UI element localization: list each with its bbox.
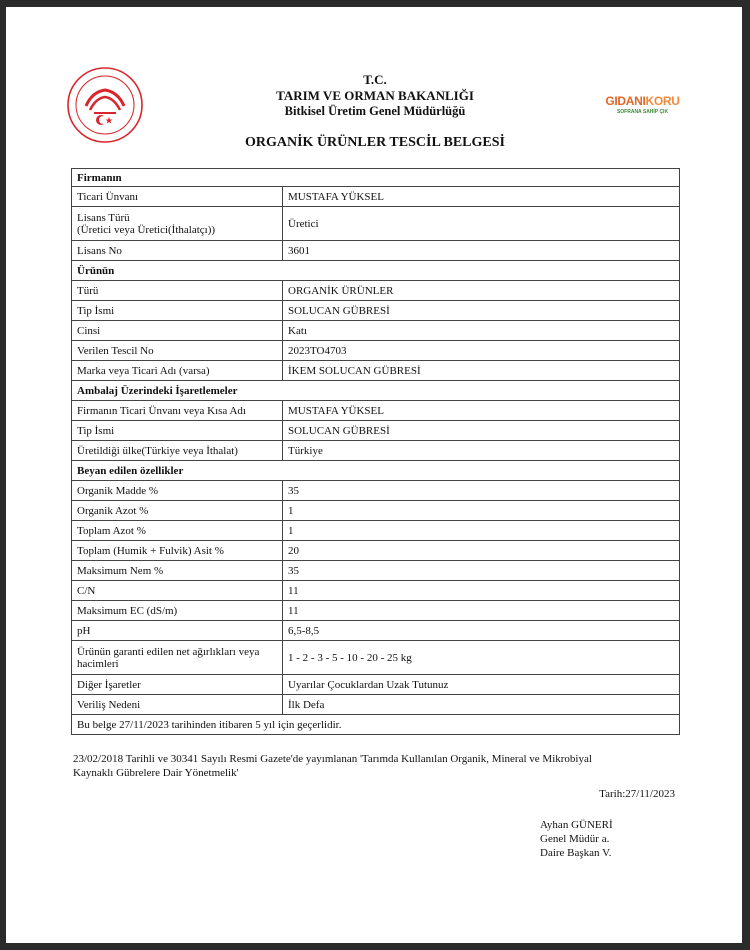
field-label: Firmanın Ticari Ünvanı veya Kısa Adı <box>72 401 283 421</box>
table-row <box>72 581 680 601</box>
field-label: Toplam Azot % <box>72 521 283 541</box>
field-label: Veriliş Nedeni <box>72 695 283 715</box>
field-value: Türkiye <box>283 441 680 461</box>
table-row <box>72 361 680 381</box>
field-value: SOLUCAN GÜBRESİ <box>283 421 680 441</box>
table-row <box>72 641 680 675</box>
field-value: MUSTAFA YÜKSEL <box>283 187 680 207</box>
field-value: Üretici <box>283 207 680 241</box>
field-label: Organik Azot % <box>72 501 283 521</box>
section-row-product <box>72 261 680 281</box>
field-label: Cinsi <box>72 321 283 341</box>
field-value: 11 <box>283 601 680 621</box>
field-value: Katı <box>283 321 680 341</box>
table-row <box>72 601 680 621</box>
section-row-firm <box>72 169 680 187</box>
field-value: SOLUCAN GÜBRESİ <box>283 301 680 321</box>
validity-note: Bu belge 27/11/2023 tarihinden itibaren 5 yıl için geçerlidir. <box>72 715 680 735</box>
field-value: 20 <box>283 541 680 561</box>
field-label: Tip İsmi <box>72 421 283 441</box>
table-row <box>72 301 680 321</box>
brand-logo-name: GIDANIKORU <box>605 94 680 108</box>
field-label: Türü <box>72 281 283 301</box>
section-row-package <box>72 381 680 401</box>
table-row <box>72 207 680 241</box>
table-row <box>72 561 680 581</box>
field-label: Maksimum Nem % <box>72 561 283 581</box>
table-row <box>72 241 680 261</box>
section-title: Ürünün <box>72 261 680 281</box>
field-value: 3601 <box>283 241 680 261</box>
field-value: 11 <box>283 581 680 601</box>
field-label: pH <box>72 621 283 641</box>
field-value: 2023TO4703 <box>283 341 680 361</box>
document-title: ORGANİK ÜRÜNLER TESCİL BELGESİ <box>245 135 505 150</box>
header-directorate: Bitkisel Üretim Genel Müdürlüğü <box>284 104 466 118</box>
table-row <box>72 695 680 715</box>
field-value: 35 <box>283 561 680 581</box>
table-row <box>72 621 680 641</box>
field-value: 1 <box>283 521 680 541</box>
field-label: Lisans No <box>72 241 283 261</box>
table-row <box>72 401 680 421</box>
table-row <box>72 341 680 361</box>
field-label: Marka veya Ticari Adı (varsa) <box>72 361 283 381</box>
field-value: 35 <box>283 481 680 501</box>
field-value: İlk Defa <box>283 695 680 715</box>
header-ministry: TARIM VE ORMAN BAKANLIĞI <box>276 88 474 103</box>
validity-row <box>72 715 680 735</box>
signer-title: Daire Başkan V. <box>540 847 612 859</box>
field-label: C/N <box>72 581 283 601</box>
header-country: T.C. <box>363 72 387 87</box>
field-label: Maksimum EC (dS/m) <box>72 601 283 621</box>
field-label: Tip İsmi <box>72 301 283 321</box>
field-value: 6,5-8,5 <box>283 621 680 641</box>
field-value: MUSTAFA YÜKSEL <box>283 401 680 421</box>
field-label: Ticari Ünvanı <box>72 187 283 207</box>
section-row-declared <box>72 461 680 481</box>
field-label: Lisans Türü (Üretici veya Üretici(İthalatçı)) <box>72 207 283 241</box>
field-value: Uyarılar Çocuklardan Uzak Tutunuz <box>283 675 680 695</box>
field-label: Toplam (Humik + Fulvik) Asit % <box>72 541 283 561</box>
field-label: Üretildiği ülke(Türkiye veya İthalat) <box>72 441 283 461</box>
section-title: Firmanın <box>72 169 680 187</box>
issue-date: Tarih:27/11/2023 <box>599 788 675 800</box>
brand-logo-slogan: SOFRANA SAHİP ÇIK <box>616 109 669 115</box>
field-value: ORGANİK ÜRÜNLER <box>283 281 680 301</box>
table-row <box>72 321 680 341</box>
table-row <box>72 187 680 207</box>
table-row <box>72 441 680 461</box>
field-label: Ürünün garanti edilen net ağırlıkları veya hacimleri <box>72 641 283 675</box>
regulation-note: 23/02/2018 Tarihli ve 30341 Sayılı Resmi Gazete'de yayımlanan 'Tarımda Kullanılan Organik, Mineral ve Mikrobiyal Kaynaklı Gübrelere Dair Yönetmelik' <box>73 753 592 779</box>
field-value: İKEM SOLUCAN GÜBRESİ <box>283 361 680 381</box>
section-title: Ambalaj Üzerindeki İşaretlemeler <box>72 381 680 401</box>
table-row <box>72 501 680 521</box>
field-value: 1 <box>283 501 680 521</box>
table-row <box>72 281 680 301</box>
table-row <box>72 421 680 441</box>
signature-block <box>540 818 613 860</box>
field-label: Diğer İşaretler <box>72 675 283 695</box>
table-row <box>72 521 680 541</box>
section-title: Beyan edilen özellikler <box>72 461 680 481</box>
table-row <box>72 481 680 501</box>
certificate-table <box>71 168 680 735</box>
signer-title: Genel Müdür a. <box>540 833 610 845</box>
field-value: 1 - 2 - 3 - 5 - 10 - 20 - 25 kg <box>283 641 680 675</box>
signer-name: Ayhan GÜNERİ <box>540 819 613 831</box>
field-label: Verilen Tescil No <box>72 341 283 361</box>
table-row <box>72 675 680 695</box>
field-label: Organik Madde % <box>72 481 283 501</box>
table-row <box>72 541 680 561</box>
